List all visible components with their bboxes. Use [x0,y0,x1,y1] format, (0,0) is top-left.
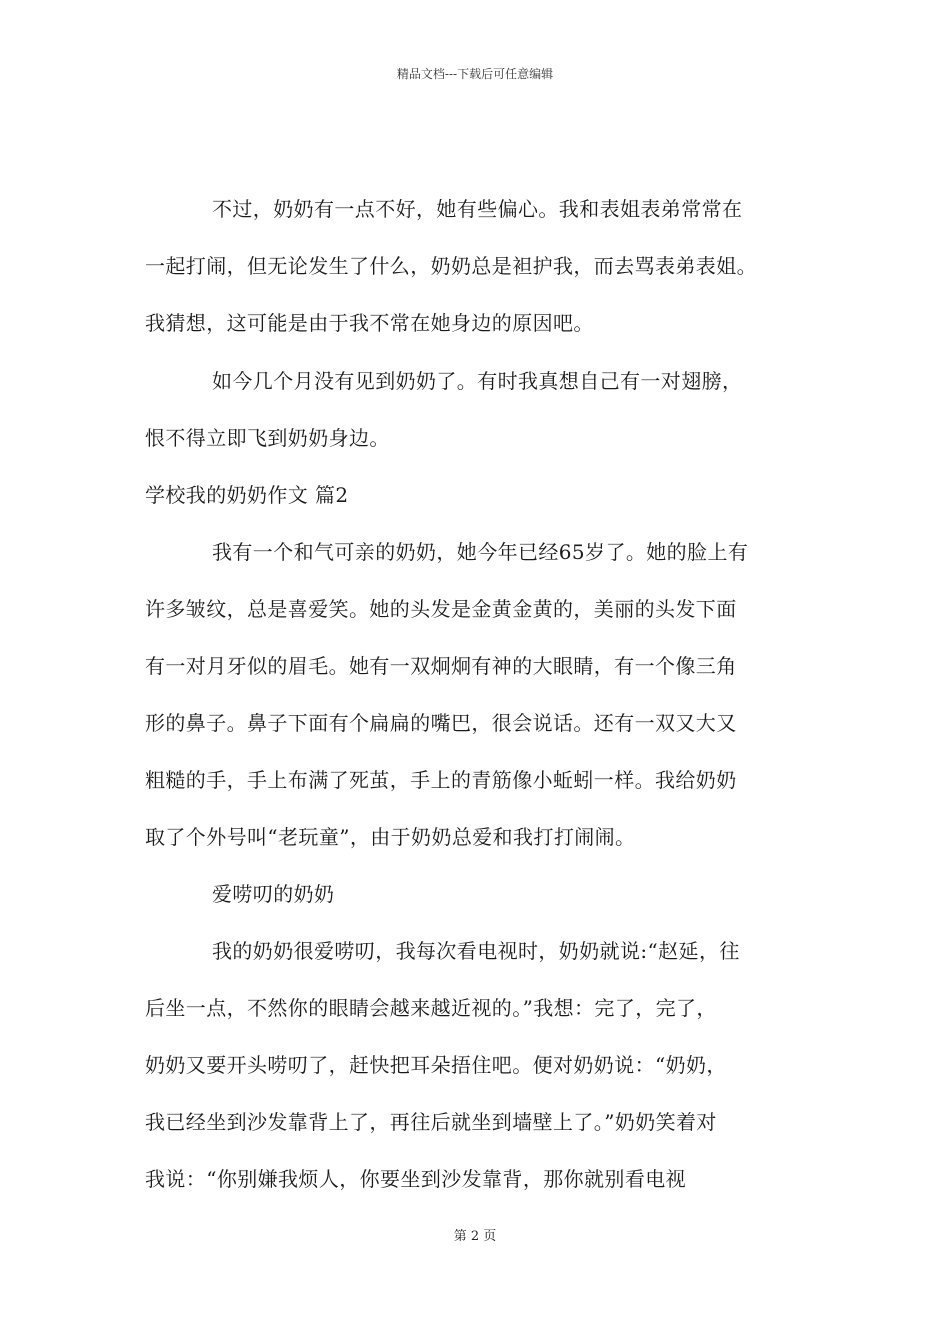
paragraph-line: 奶奶又要开头唠叨了，赶快把耳朵捂住吧。便对奶奶说：“奶奶， [145,1053,727,1077]
paragraph-line: 我有一个和气可亲的奶奶，她今年已经65岁了。她的脸上有 [212,540,749,564]
paragraph-line: 后坐一点，不然你的眼睛会越来越近视的。”我想：完了，完了， [145,996,717,1020]
paragraph-line: 形的鼻子。鼻子下面有个扁扁的嘴巴，很会说话。还有一双又大又 [145,711,737,735]
section-heading: 学校我的奶奶作文 篇2 [145,483,349,507]
paragraph-line: 恨不得立即飞到奶奶身边。 [145,426,390,450]
paragraph-line: 如今几个月没有见到奶奶了。有时我真想自己有一对翅膀， [212,369,743,393]
paragraph-line: 许多皱纹，总是喜爱笑。她的头发是金黄金黄的，美丽的头发下面 [145,597,737,621]
subheading: 爱唠叨的奶奶 [212,882,335,906]
paragraph-line: 取了个外号叫“老玩童”，由于奶奶总爱和我打打闹闹。 [145,825,636,849]
paragraph-line: 我说：“你别嫌我烦人，你要坐到沙发靠背，那你就别看电视 [145,1167,687,1191]
page-header: 精品文档---下载后可任意编辑 [396,67,554,81]
paragraph-line: 我已经坐到沙发靠背上了，再往后就坐到墙壁上了。”奶奶笑着对 [145,1110,717,1134]
paragraph-line: 一起打闹，但无论发生了什么，奶奶总是袒护我，而去骂表弟表姐。 [145,254,757,278]
paragraph-line: 我猜想，这可能是由于我不常在她身边的原因吧。 [145,311,594,335]
page-number: 第 2 页 [453,1229,497,1244]
paragraph-line: 我的奶奶很爱唠叨，我每次看电视时，奶奶就说:“赵延，往 [212,939,740,963]
paragraph-line: 有一对月牙似的眉毛。她有一双炯炯有神的大眼睛，有一个像三角 [145,654,737,678]
paragraph-line: 不过，奶奶有一点不好，她有些偏心。我和表姐表弟常常在 [212,197,743,221]
paragraph-line: 粗糙的手，手上布满了死茧，手上的青筋像小蚯蚓一样。我给奶奶 [145,768,737,792]
